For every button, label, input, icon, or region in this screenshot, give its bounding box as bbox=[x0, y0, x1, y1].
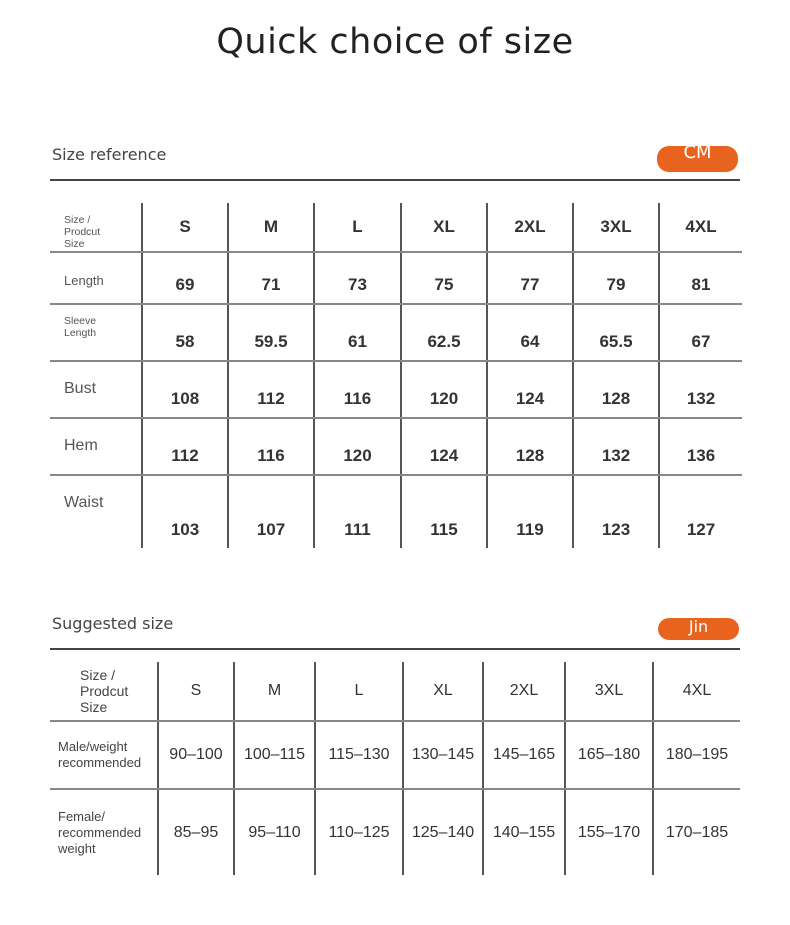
table-cell: 155–170 bbox=[565, 789, 653, 875]
table-cell: 128 bbox=[573, 361, 659, 418]
table-cell: 103 bbox=[142, 475, 228, 548]
table-cell: 59.5 bbox=[228, 304, 314, 361]
table-cell: 180–195 bbox=[653, 721, 740, 789]
table-cell: 111 bbox=[314, 475, 401, 548]
size-header: 4XL bbox=[653, 662, 740, 721]
row-label: Male/weight recommended bbox=[50, 721, 158, 789]
size-header: 4XL bbox=[659, 203, 742, 252]
table-cell: 67 bbox=[659, 304, 742, 361]
table-cell: 90–100 bbox=[158, 721, 234, 789]
size-header: L bbox=[315, 662, 403, 721]
table-cell: 71 bbox=[228, 252, 314, 304]
size-header: S bbox=[158, 662, 234, 721]
table-cell: 61 bbox=[314, 304, 401, 361]
page-title: Quick choice of size bbox=[216, 22, 574, 62]
table-cell: 170–185 bbox=[653, 789, 740, 875]
size-header: 2XL bbox=[487, 203, 573, 252]
table-cell: 124 bbox=[401, 418, 487, 475]
size-header: M bbox=[234, 662, 315, 721]
unit-badge-cm: CM bbox=[657, 146, 738, 172]
table-cell: 62.5 bbox=[401, 304, 487, 361]
table-row bbox=[50, 304, 742, 361]
table-cell: 130–145 bbox=[403, 721, 483, 789]
row-label: Female/ recommended weight bbox=[58, 808, 142, 856]
table-cell: 132 bbox=[573, 418, 659, 475]
table-cell: 69 bbox=[142, 252, 228, 304]
table-cell: 81 bbox=[659, 252, 742, 304]
table-row bbox=[50, 721, 740, 789]
table-cell: 115 bbox=[401, 475, 487, 548]
header-label: Size / Prodcut Size bbox=[50, 203, 142, 252]
table-cell: 132 bbox=[659, 361, 742, 418]
row-label: Sleeve Length bbox=[50, 304, 142, 361]
size-header: XL bbox=[401, 203, 487, 252]
size-header: 2XL bbox=[483, 662, 565, 721]
row-label: Length bbox=[50, 252, 142, 304]
table-cell: 116 bbox=[314, 361, 401, 418]
table-cell: 136 bbox=[659, 418, 742, 475]
size-reference-label: Size reference bbox=[52, 145, 167, 164]
suggested-size-label: Suggested size bbox=[52, 614, 174, 633]
table-cell: 116 bbox=[228, 418, 314, 475]
unit-badge-jin: Jin bbox=[658, 618, 739, 640]
size-header: XL bbox=[403, 662, 483, 721]
table-cell: 110–125 bbox=[315, 789, 403, 875]
table-cell: 85–95 bbox=[158, 789, 234, 875]
table-cell: 112 bbox=[142, 418, 228, 475]
table-cell: 123 bbox=[573, 475, 659, 548]
divider bbox=[50, 648, 740, 650]
table-cell: 120 bbox=[401, 361, 487, 418]
table-cell: 128 bbox=[487, 418, 573, 475]
table-cell: 73 bbox=[314, 252, 401, 304]
size-header: 3XL bbox=[565, 662, 653, 721]
table-cell: 95–110 bbox=[234, 789, 315, 875]
table-cell: 140–155 bbox=[483, 789, 565, 875]
table-row bbox=[50, 418, 742, 475]
table-cell: 127 bbox=[659, 475, 742, 548]
row-label: Waist bbox=[64, 494, 104, 511]
table-row bbox=[50, 252, 742, 304]
size-header: M bbox=[228, 203, 314, 252]
header-label: Size / Prodcut Size bbox=[50, 662, 158, 721]
table-cell: 165–180 bbox=[565, 721, 653, 789]
row-label: Bust bbox=[50, 361, 142, 418]
table-cell: 64 bbox=[487, 304, 573, 361]
size-reference-table bbox=[50, 203, 742, 548]
table-cell: 79 bbox=[573, 252, 659, 304]
table-cell: 145–165 bbox=[483, 721, 565, 789]
table-cell: 115–130 bbox=[315, 721, 403, 789]
table-cell: 108 bbox=[142, 361, 228, 418]
table-cell: 65.5 bbox=[573, 304, 659, 361]
table-row bbox=[50, 789, 740, 875]
table-cell: 112 bbox=[228, 361, 314, 418]
table-cell: 58 bbox=[142, 304, 228, 361]
table-cell: 75 bbox=[401, 252, 487, 304]
table-cell: 124 bbox=[487, 361, 573, 418]
size-header: L bbox=[314, 203, 401, 252]
table-cell: 125–140 bbox=[403, 789, 483, 875]
table-row bbox=[50, 475, 742, 548]
size-header: 3XL bbox=[573, 203, 659, 252]
size-header: S bbox=[142, 203, 228, 252]
table-cell: 119 bbox=[487, 475, 573, 548]
table-row bbox=[50, 361, 742, 418]
table-cell: 120 bbox=[314, 418, 401, 475]
table-cell: 107 bbox=[228, 475, 314, 548]
table-cell: 100–115 bbox=[234, 721, 315, 789]
divider bbox=[50, 179, 740, 181]
suggested-size-table bbox=[50, 662, 740, 875]
table-cell: 77 bbox=[487, 252, 573, 304]
row-label: Hem bbox=[50, 418, 142, 475]
